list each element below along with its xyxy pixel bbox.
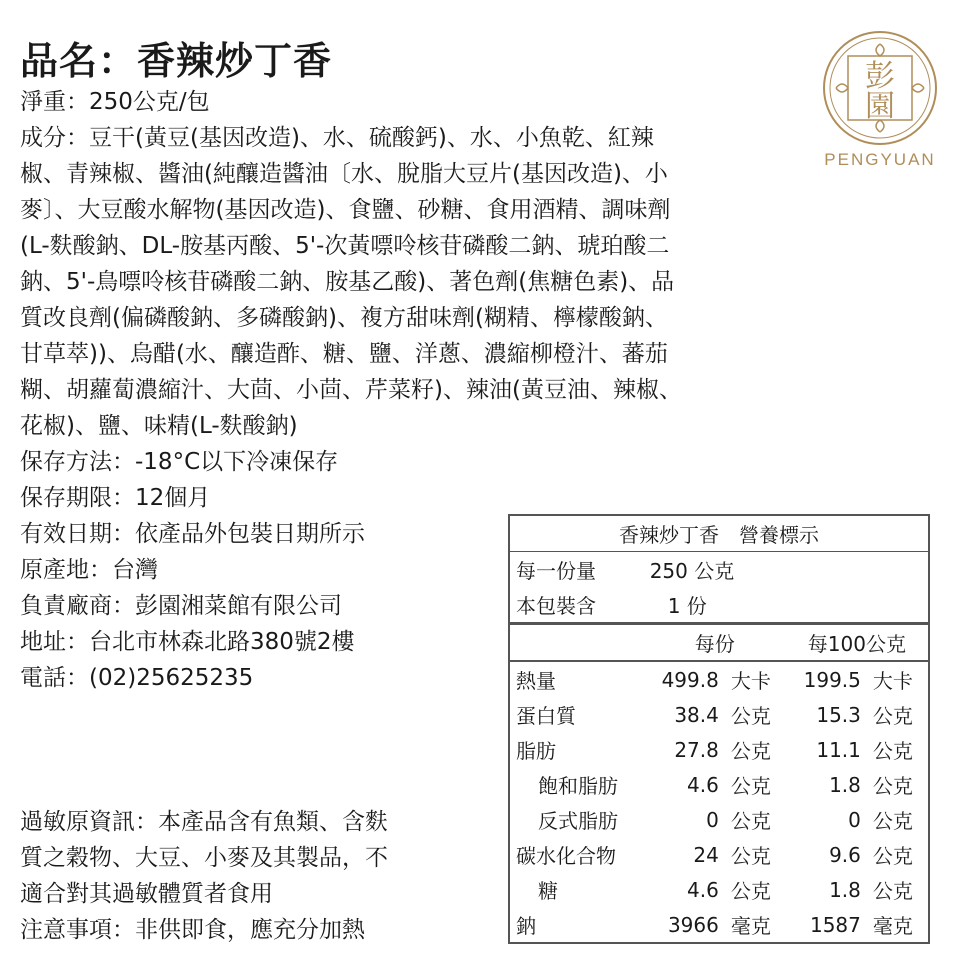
ingredients-line: 糊、胡蘿蔔濃縮汁、大茴、小茴、芹菜籽)、辣油(黃豆油、辣椒、 — [20, 377, 682, 403]
serving-label: 每一份量 — [516, 559, 596, 583]
per-serving-value: 3966 — [667, 912, 719, 937]
col-per-100g: 每100公克 — [786, 624, 929, 662]
per-100g-value: 199.5 — [803, 667, 861, 692]
allergy-line: 適合對其過敏體質者食用 — [20, 881, 273, 907]
col-per-serving: 每份 — [644, 624, 786, 662]
table-row — [509, 872, 929, 907]
ingredients-line: (L-麩酸鈉、DL-胺基丙酸、5'-次黃嘌呤核苷磷酸二鈉、琥珀酸二 — [20, 233, 670, 259]
nutrient-name: 反式脂肪 — [538, 809, 618, 833]
per-serving-unit: 公克 — [730, 879, 771, 903]
storage-method-line: 保存方法：-18°C以下冷凍保存 — [20, 449, 339, 475]
ingredients-line: 麥〕、大豆酸水解物(基因改造)、食鹽、砂糖、食用酒精、調味劑 — [20, 197, 671, 223]
table-row — [509, 907, 929, 943]
per-serving-unit: 公克 — [730, 704, 771, 728]
per-serving-unit: 公克 — [730, 739, 771, 763]
logo-glyph-bottom: 園 — [865, 89, 895, 124]
table-row — [509, 697, 929, 732]
allergy-line: 過敏原資訊：本產品含有魚類、含麩 — [20, 809, 388, 835]
per-100g-unit: 大卡 — [872, 669, 913, 693]
per-serving-unit: 毫克 — [730, 914, 771, 938]
per-serving-unit: 公克 — [730, 774, 771, 798]
per-serving-unit: 大卡 — [730, 669, 771, 693]
logo-glyph-top: 彭 — [865, 59, 895, 94]
per-100g-unit: 公克 — [872, 739, 913, 763]
per-100g-value: 1.8 — [829, 772, 861, 797]
nutrition-title: 香辣炒丁香 營養標示 — [509, 515, 929, 552]
phone-line: 電話：(02)25625235 — [20, 665, 254, 691]
nutrient-name: 蛋白質 — [516, 704, 576, 728]
origin-line: 原產地：台灣 — [20, 557, 158, 583]
address-line: 地址：台北市林森北路380號2樓 — [20, 629, 355, 655]
pengyuan-logo — [822, 30, 938, 170]
per-100g-unit: 公克 — [872, 879, 913, 903]
pack-label: 本包裝含 — [516, 594, 596, 618]
nutrient-name: 飽和脂肪 — [538, 774, 618, 798]
ingredients-line: 質改良劑(偏磷酸鈉、多磷酸鈉)、複方甜味劑(糊精、檸檬酸鈉、 — [20, 305, 668, 331]
per-100g-unit: 公克 — [872, 844, 913, 868]
logo-caption: PENGYUAN — [824, 150, 936, 169]
per-serving-unit: 公克 — [730, 844, 771, 868]
expiry-line: 有效日期：依產品外包裝日期所示 — [20, 521, 365, 547]
manufacturer-line: 負責廠商：彭園湘菜館有限公司 — [20, 593, 342, 619]
serving-value: 250 公克 — [649, 559, 735, 583]
ingredients-line: 鈉、5'-鳥嘌呤核苷磷酸二鈉、胺基乙酸)、著色劑(焦糖色素)、品 — [20, 269, 675, 295]
per-serving-value: 38.4 — [674, 702, 719, 727]
ingredients-line: 花椒)、鹽、味精(L-麩酸鈉) — [20, 413, 298, 439]
per-100g-value: 1587 — [809, 912, 861, 937]
per-100g-unit: 公克 — [872, 809, 913, 833]
table-row — [509, 732, 929, 767]
per-100g-unit: 公克 — [872, 704, 913, 728]
nutrient-name: 碳水化合物 — [516, 844, 616, 868]
per-100g-value: 1.8 — [829, 877, 861, 902]
nutrient-name: 脂肪 — [516, 739, 556, 763]
pack-value: 1 份 — [667, 594, 707, 618]
table-row — [509, 661, 929, 697]
table-row — [509, 767, 929, 802]
nutrient-name: 糖 — [538, 879, 558, 903]
per-100g-value: 11.1 — [816, 737, 861, 762]
per-serving-value: 499.8 — [661, 667, 719, 692]
ingredients-line: 成分：豆干(黃豆(基因改造)、水、硫酸鈣)、水、小魚乾、紅辣 — [20, 125, 654, 151]
table-row — [509, 802, 929, 837]
per-serving-value: 24 — [693, 842, 719, 867]
allergy-line: 質之穀物、大豆、小麥及其製品，不 — [20, 845, 388, 871]
allergy-info — [20, 804, 490, 948]
notice-line: 注意事項：非供即食，應充分加熱 — [20, 917, 365, 943]
per-100g-value: 9.6 — [829, 842, 861, 867]
logo-emblem-icon — [822, 30, 938, 146]
ingredients-line: 甘草萃))、烏醋(水、釀造酢、糖、鹽、洋蔥、濃縮柳橙汁、蕃茄 — [20, 341, 668, 367]
shelf-life-line: 保存期限：12個月 — [20, 485, 211, 511]
per-100g-unit: 毫克 — [872, 914, 913, 938]
per-100g-value: 0 — [848, 807, 861, 832]
per-serving-value: 27.8 — [674, 737, 719, 762]
per-100g-unit: 公克 — [872, 774, 913, 798]
net-weight-line: 淨重：250公克/包 — [20, 89, 210, 115]
per-serving-value: 4.6 — [687, 772, 719, 797]
per-serving-unit: 公克 — [730, 809, 771, 833]
nutrition-table — [508, 514, 930, 944]
nutrient-name: 熱量 — [516, 669, 556, 693]
ingredients-line: 椒、青辣椒、醬油(純釀造醬油〔水、脫脂大豆片(基因改造)、小 — [20, 161, 668, 187]
per-serving-value: 0 — [706, 807, 719, 832]
nutrient-name: 鈉 — [516, 914, 536, 938]
product-title: 品名：香辣炒丁香 — [20, 39, 333, 83]
per-serving-value: 4.6 — [687, 877, 719, 902]
table-row — [509, 837, 929, 872]
per-100g-value: 15.3 — [816, 702, 861, 727]
